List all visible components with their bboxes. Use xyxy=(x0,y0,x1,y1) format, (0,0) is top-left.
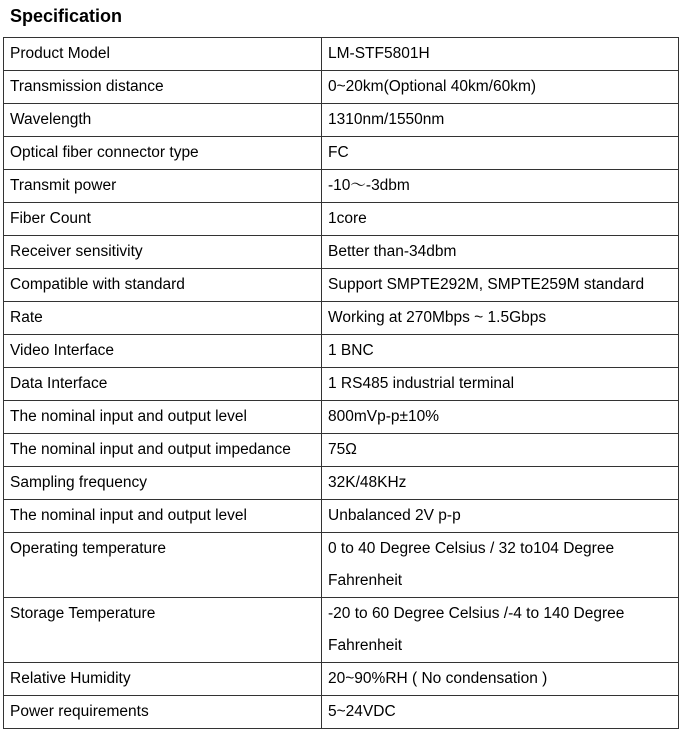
spec-label: Relative Humidity xyxy=(4,663,322,696)
table-row xyxy=(4,598,679,663)
specification-table xyxy=(3,37,679,729)
spec-label: Power requirements xyxy=(4,696,322,729)
spec-value: 800mVp-p±10% xyxy=(322,401,679,434)
table-row xyxy=(4,368,679,401)
table-row xyxy=(4,696,679,729)
table-row xyxy=(4,236,679,269)
spec-value: 32K/48KHz xyxy=(322,467,679,500)
spec-value: FC xyxy=(322,137,679,170)
spec-label: Operating temperature xyxy=(4,533,322,598)
spec-value: Working at 270Mbps ~ 1.5Gbps xyxy=(322,302,679,335)
spec-label: Receiver sensitivity xyxy=(4,236,322,269)
spec-label: Compatible with standard xyxy=(4,269,322,302)
spec-label: The nominal input and output level xyxy=(4,401,322,434)
spec-value: LM-STF5801H xyxy=(322,38,679,71)
table-row xyxy=(4,500,679,533)
table-row xyxy=(4,401,679,434)
table-row xyxy=(4,104,679,137)
table-row xyxy=(4,71,679,104)
spec-value: 1310nm/1550nm xyxy=(322,104,679,137)
spec-value: 75Ω xyxy=(322,434,679,467)
spec-label: Rate xyxy=(4,302,322,335)
table-row xyxy=(4,467,679,500)
spec-value: 0 to 40 Degree Celsius / 32 to104 Degree Fahrenheit xyxy=(322,533,679,598)
spec-label: Video Interface xyxy=(4,335,322,368)
table-row xyxy=(4,533,679,598)
spec-value: 1 RS485 industrial terminal xyxy=(322,368,679,401)
table-row xyxy=(4,170,679,203)
spec-label: Storage Temperature xyxy=(4,598,322,663)
spec-label: The nominal input and output impedance xyxy=(4,434,322,467)
spec-value: -20 to 60 Degree Celsius /-4 to 140 Degree Fahrenheit xyxy=(322,598,679,663)
page-title: Specification xyxy=(10,6,123,26)
table-row xyxy=(4,302,679,335)
spec-label: Fiber Count xyxy=(4,203,322,236)
table-row xyxy=(4,434,679,467)
spec-value: 0~20km(Optional 40km/60km) xyxy=(322,71,679,104)
spec-value: 20~90%RH ( No condensation ) xyxy=(322,663,679,696)
spec-label: The nominal input and output level xyxy=(4,500,322,533)
spec-label: Data Interface xyxy=(4,368,322,401)
table-row xyxy=(4,663,679,696)
table-row xyxy=(4,137,679,170)
spec-value: Unbalanced 2V p-p xyxy=(322,500,679,533)
spec-value: 1core xyxy=(322,203,679,236)
spec-value: Support SMPTE292M, SMPTE259M standard xyxy=(322,269,679,302)
spec-value: Better than-34dbm xyxy=(322,236,679,269)
spec-value: 5~24VDC xyxy=(322,696,679,729)
spec-label: Sampling frequency xyxy=(4,467,322,500)
spec-label: Transmit power xyxy=(4,170,322,203)
spec-label: Wavelength xyxy=(4,104,322,137)
table-row xyxy=(4,335,679,368)
table-row xyxy=(4,269,679,302)
spec-label: Product Model xyxy=(4,38,322,71)
table-row xyxy=(4,38,679,71)
spec-label: Optical fiber connector type xyxy=(4,137,322,170)
spec-value: -10～-3dbm xyxy=(322,170,679,203)
spec-value: 1 BNC xyxy=(322,335,679,368)
table-row xyxy=(4,203,679,236)
spec-label: Transmission distance xyxy=(4,71,322,104)
